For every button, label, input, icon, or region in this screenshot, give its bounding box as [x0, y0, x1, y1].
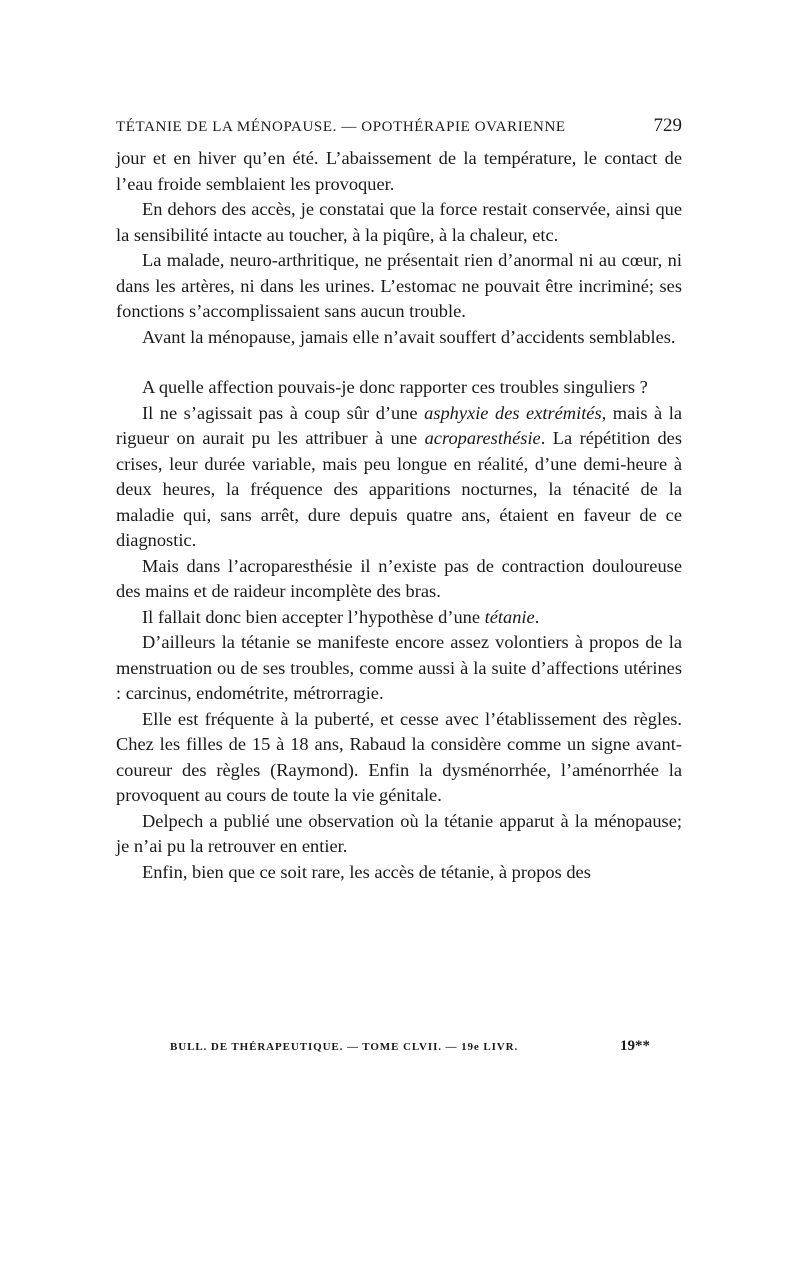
page-footer — [170, 1038, 650, 1055]
paragraph-2: En dehors des accès, je constatai que la force restait conservée, ainsi que la sensibilité intacte au toucher, à la piqûre, à la chaleur, etc. — [116, 199, 682, 245]
paragraph-4: Avant la ménopause, jamais elle n’avait souffert d’accidents semblables. — [142, 326, 676, 347]
paragraph-8-part-1: Il fallait donc bien accepter l’hypothèse d’une — [142, 606, 485, 627]
paragraph-8 — [116, 605, 682, 631]
paragraph-5: A quelle affection pouvais-je donc rapporter ces troubles singuliers ? — [142, 377, 648, 397]
signature-mark: 19** — [620, 1038, 650, 1054]
paragraph-6 — [116, 401, 682, 554]
page — [116, 112, 682, 885]
running-title: TÉTANIE DE LA MÉNOPAUSE. — OPOTHÉRAPIE OVARIENNE — [116, 119, 566, 135]
footer-publication: BULL. DE THÉRAPEUTIQUE. — TOME CLVII. — 19e LIVR. — [170, 1041, 519, 1053]
paragraph-12: Enfin, bien que ce soit rare, les accès de tétanie, à propos des — [142, 861, 591, 882]
body-text — [116, 146, 682, 885]
paragraph-10: Elle est fréquente à la puberté, et cesse avec l’établissement des règles. Chez les filles de 15 à 18 ans, Rabaud la considère comme un signe avant-coureur des règles (Raymond). Enfin la dysménorrhée, l’aménorrhée la provoquent au cours de toute la vie génitale. — [116, 708, 682, 805]
paragraph-3: La malade, neuro-arthritique, ne présentait rien d’anormal ni au cœur, ni dans les artères, ni dans les urines. L’estomac ne pouvait être incriminé; ses fonctions s’accomplissaient sans aucun trouble. — [116, 250, 682, 321]
paragraph-1: jour et en hiver qu’en été. L’abaissement de la température, le contact de l’eau froide semblaient les provoquer. — [116, 148, 682, 194]
page-number: 729 — [653, 115, 682, 136]
paragraph-9: D’ailleurs la tétanie se manifeste encore assez volontiers à propos de la menstruation ou de ses troubles, comme aussi à la suite d’affections utérines : carcinus, endométrite, métrorragie. — [116, 632, 682, 703]
paragraph-8-part-2: . — [534, 606, 540, 627]
term-asphyxie: asphyxie des extrémités — [424, 402, 602, 423]
paragraph-6-part-1: Il ne s’agissait pas à coup sûr d’une — [142, 402, 425, 423]
term-tetanie: tétanie — [484, 606, 535, 627]
running-head — [116, 112, 682, 146]
paragraph-7: Mais dans l’acroparesthésie il n’existe pas de contraction douloureuse des mains et de raideur incomplète des bras. — [116, 555, 682, 601]
paragraph-6-part-2: , mais à la rigueur on aurait pu les attribuer à une — [116, 402, 683, 448]
paragraph-6-part-3: . La répétition des crises, leur durée variable, mais peu longue en réalité, d’une demi-heure à deux heures, la fréquence des apparitions nocturnes, la ténacité de la maladie qui, sans arrêt, dure depuis quatre ans, étaient en faveur de ce diagnostic. — [116, 428, 682, 550]
paragraph-11: Delpech a publié une observation où la tétanie apparut à la ménopause; je n’ai pu la retrouver en entier. — [116, 810, 682, 856]
term-acroparesthesie: acroparesthésie — [424, 428, 541, 448]
